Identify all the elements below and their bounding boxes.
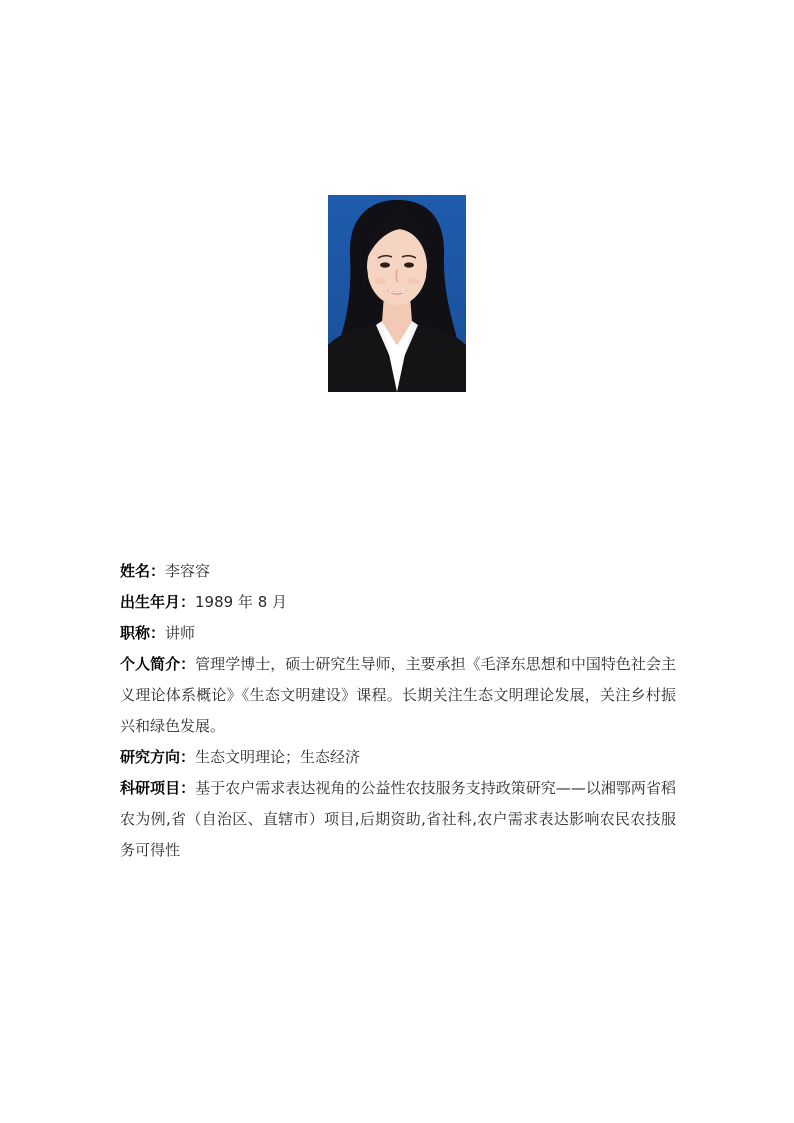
- portrait-photo: [328, 195, 466, 392]
- research-direction-label: 研究方向：: [120, 748, 196, 766]
- bio-label: 个人简介：: [120, 655, 196, 673]
- bio-value: 管理学博士，硕士研究生导师，主要承担《毛泽东思想和中国特色社会主义理论体系概论》《生态文明建设》课程。长期关注生态文明理论发展，关注乡村振兴和绿色发展。: [120, 655, 676, 735]
- job-title-value: 讲师: [165, 624, 196, 642]
- birth-date-field: [120, 587, 676, 618]
- birth-date-label: 出生年月：: [120, 593, 196, 611]
- research-projects-label: 科研项目：: [120, 779, 196, 797]
- profile-info: [120, 556, 676, 866]
- name-label: 姓名：: [120, 562, 166, 580]
- research-projects-field: [120, 773, 676, 866]
- name-field: [120, 556, 676, 587]
- research-direction-value: 生态文明理论；生态经济: [195, 748, 361, 766]
- name-value: 李容容: [165, 562, 211, 580]
- research-direction-field: [120, 742, 676, 773]
- bio-field: [120, 649, 676, 742]
- job-title-label: 职称：: [120, 624, 166, 642]
- research-projects-value: 基于农户需求表达视角的公益性农技服务支持政策研究——以湘鄂两省稻农为例,省（自治区、直辖市）项目,后期资助,省社科,农户需求表达影响农民农技服务可得性: [120, 779, 676, 859]
- birth-date-value: 1989 年 8 月: [195, 593, 288, 611]
- job-title-field: [120, 618, 676, 649]
